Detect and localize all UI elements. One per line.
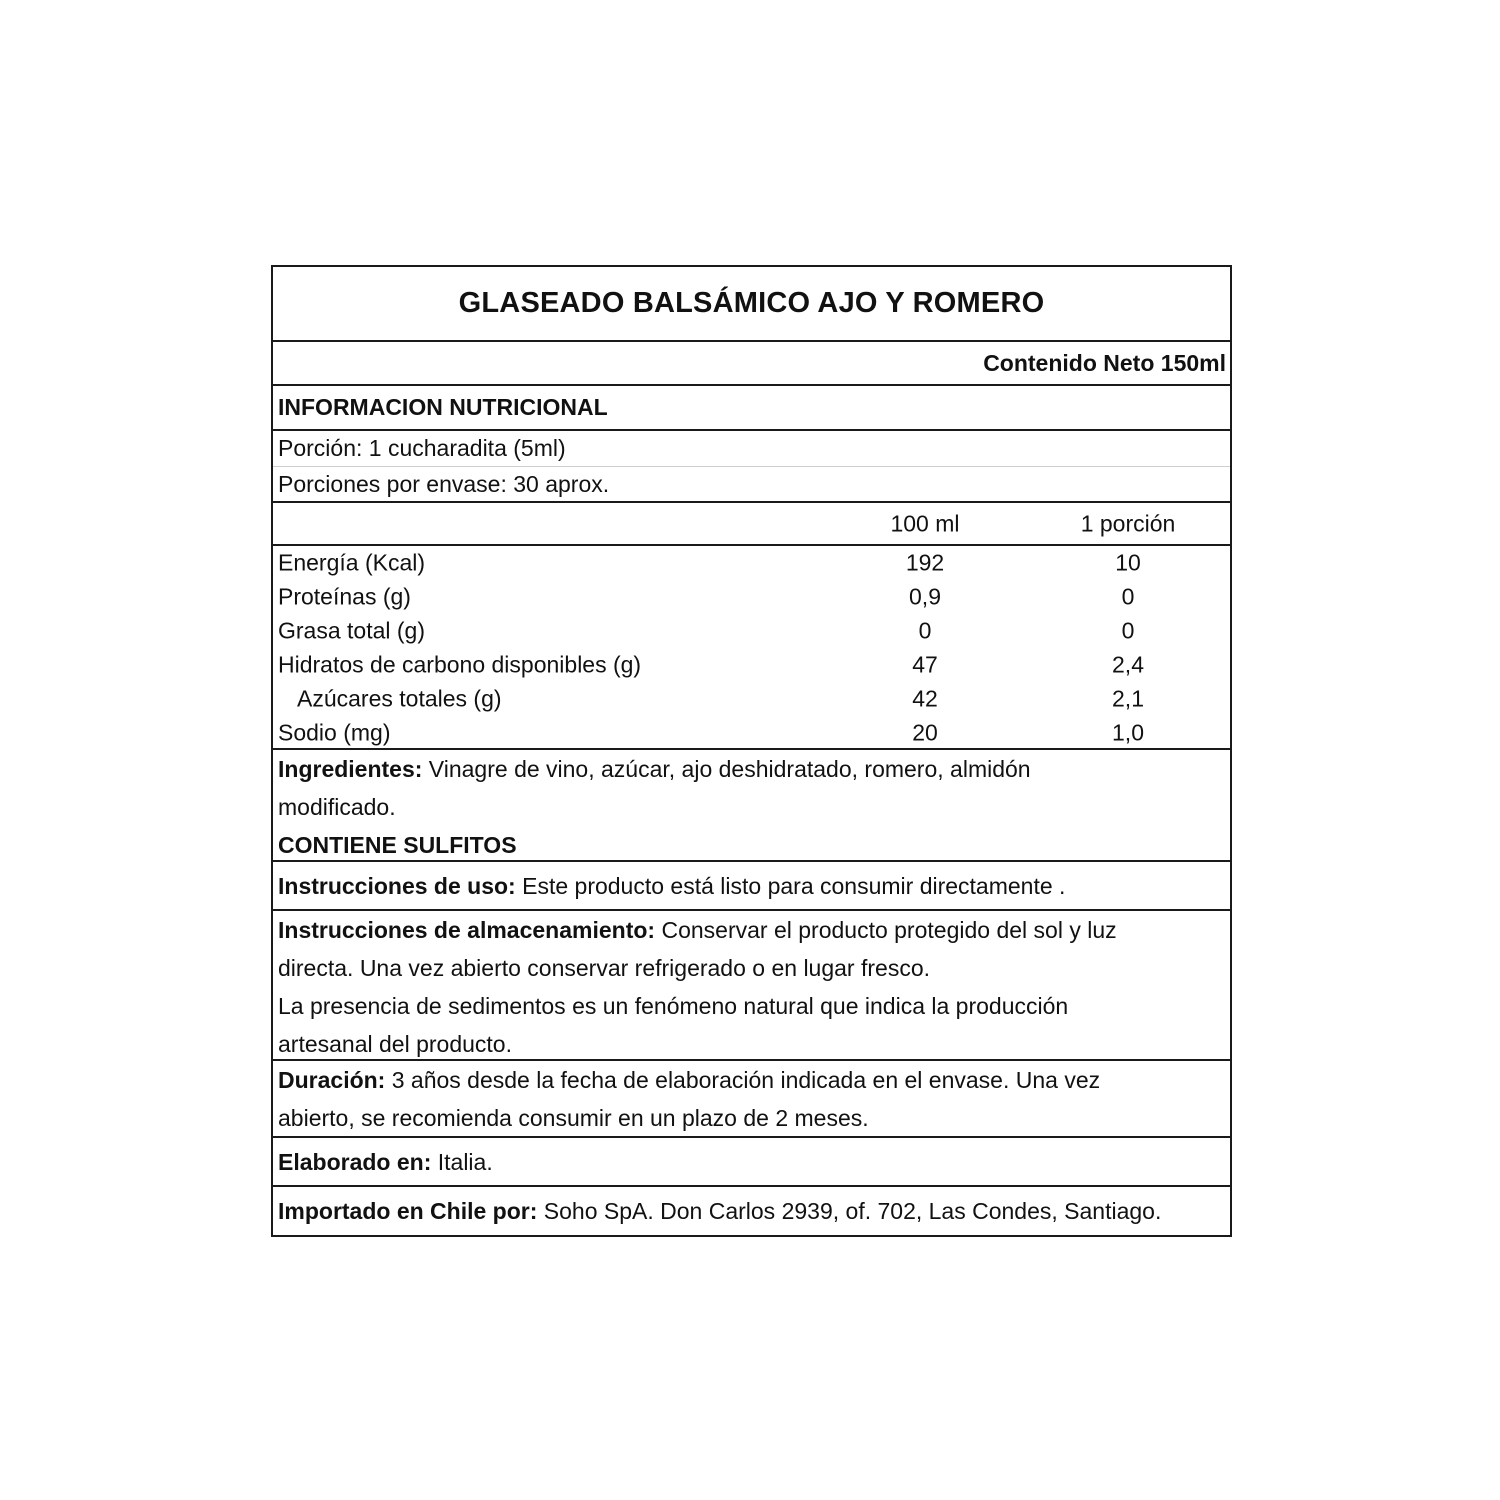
storage-section: [273, 911, 1230, 1061]
ingredients-text: Vinagre de vino, azúcar, ajo deshidratado, romero, almidón: [422, 756, 1031, 782]
nutrient-value-100ml: 42: [912, 685, 938, 712]
nutrient-value-100ml: 192: [905, 549, 945, 576]
usage-label: Instrucciones de uso:: [278, 872, 516, 899]
servings-per-container: Porciones por envase: 30 aprox.: [278, 471, 610, 497]
importer-text: Soho SpA. Don Carlos 2939, of. 702, Las Condes, Santiago.: [537, 1198, 1162, 1224]
column-header-100ml: 100 ml: [890, 510, 960, 536]
nutrient-value-portion: 2,1: [1112, 685, 1144, 712]
storage-line: [278, 911, 1225, 949]
importer-section: [273, 1187, 1230, 1235]
storage-line: artesanal del producto.: [278, 1031, 512, 1057]
nutrient-value-portion: 0: [1121, 583, 1135, 610]
allergen-warning: CONTIENE SULFITOS: [278, 832, 517, 858]
origin-label: Elaborado en:: [278, 1148, 432, 1175]
origin-text: Italia.: [431, 1148, 493, 1175]
duration-line: [278, 1061, 1225, 1099]
serving-size: Porción: 1 cucharadita (5ml): [273, 431, 1230, 467]
nutrient-value-portion: 2,4: [1112, 651, 1144, 678]
ingredients-label: Ingredientes:: [278, 756, 423, 782]
ingredients-line: modificado.: [278, 794, 396, 820]
storage-line: directa. Una vez abierto conservar refrigerado o en lugar fresco.: [278, 955, 930, 981]
usage-section: [273, 862, 1230, 911]
ingredients-section: [273, 750, 1230, 862]
importer-label: Importado en Chile por:: [278, 1198, 538, 1224]
nutrient-label: Grasa total (g): [278, 617, 425, 644]
net-content: Contenido Neto 150ml: [273, 342, 1230, 386]
nutrient-value-100ml: 20: [912, 719, 938, 746]
storage-line: La presencia de sedimentos es un fenómeno natural que indica la producción: [278, 993, 1069, 1019]
origin-section: [273, 1138, 1230, 1187]
nutrient-row: [273, 648, 1230, 682]
nutrient-value-portion: 0: [1121, 617, 1135, 644]
nutrition-header: INFORMACION NUTRICIONAL: [273, 386, 1230, 431]
nutrition-column-headers: [273, 503, 1230, 546]
nutrient-value-portion: 1,0: [1112, 719, 1144, 746]
product-title: GLASEADO BALSÁMICO AJO Y ROMERO: [273, 267, 1230, 342]
nutrient-row: [273, 580, 1230, 614]
duration-text: 3 años desde la fecha de elaboración indicada en el envase. Una vez: [385, 1067, 1101, 1093]
duration-line: abierto, se recomienda consumir en un plazo de 2 meses.: [278, 1105, 869, 1131]
nutrient-label: Energía (Kcal): [278, 549, 426, 576]
duration-section: [273, 1061, 1230, 1138]
usage-text: Este producto está listo para consumir directamente .: [515, 872, 1066, 899]
nutrient-row: [273, 682, 1230, 716]
duration-label: Duración:: [278, 1067, 386, 1093]
nutrient-label: Sodio (mg): [278, 719, 391, 746]
nutrient-label: Proteínas (g): [278, 583, 411, 610]
nutrient-value-100ml: 47: [912, 651, 938, 678]
ingredients-line: [278, 750, 1225, 788]
column-header-portion: 1 porción: [1080, 510, 1176, 536]
nutrient-row: [273, 716, 1230, 750]
serving-info: [273, 431, 1230, 503]
nutrient-row: [273, 546, 1230, 580]
nutrient-label: Azúcares totales (g): [297, 685, 502, 712]
nutrient-value-100ml: 0: [918, 617, 932, 644]
storage-label: Instrucciones de almacenamiento:: [278, 917, 656, 943]
nutrient-value-100ml: 0,9: [909, 583, 941, 610]
nutrient-label: Hidratos de carbono disponibles (g): [278, 651, 642, 678]
nutrient-table: [273, 546, 1230, 750]
nutrition-label: [271, 265, 1232, 1237]
storage-text: Conservar el producto protegido del sol y luz: [655, 917, 1117, 943]
nutrient-value-portion: 10: [1115, 549, 1141, 576]
nutrient-row: [273, 614, 1230, 648]
